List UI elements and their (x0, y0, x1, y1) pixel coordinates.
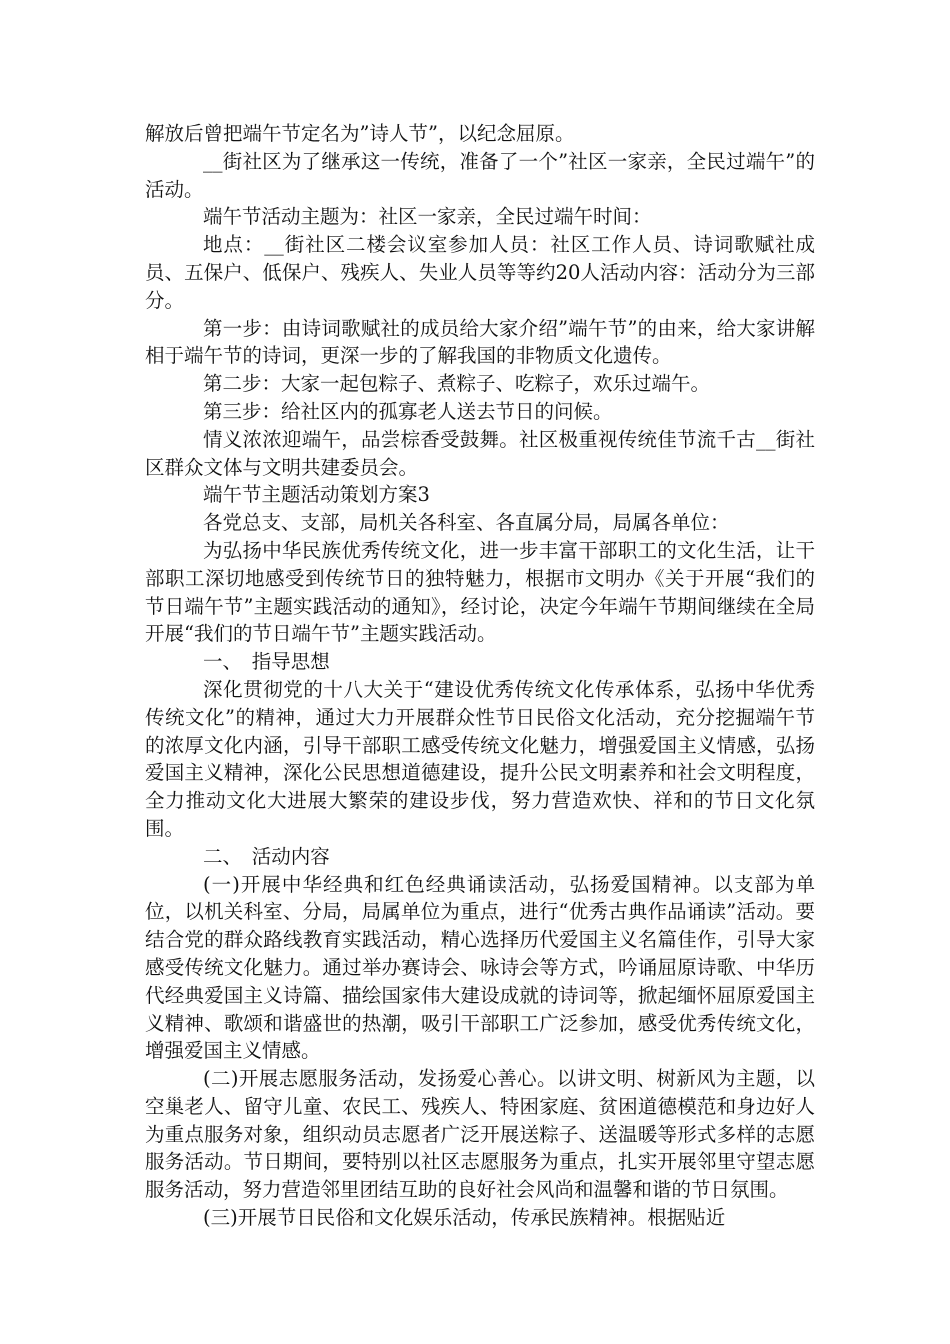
paragraph-intro: 为弘扬中华民族优秀传统文化，进一步丰富干部职工的文化生活，让干部职工深切地感受到传统节日的独特魅力，根据市文明办《关于开展“我们的节日端午节”主题实践活动的通知》，经讨论，决定今年端午节期间继续在全局开展“我们的节日端午节”主题实践活动。 (145, 538, 815, 646)
paragraph-activity-3: (三)开展节日民俗和文化娱乐活动，传承民族精神。根据贴近 (203, 1206, 726, 1230)
paragraph-2: __街社区为了继承这一传统，准备了一个”社区一家亲，全民过端午”的活动。 (145, 149, 815, 201)
section-title: 端午节主题活动策划方案3 (203, 483, 430, 507)
addressee-line: 各党总支、支部，局机关各科室、各直属分局，局属各单位： (203, 511, 730, 535)
paragraph-4: 地点：__街社区二楼会议室参加人员：社区工作人员、诗词歌赋社成员、五保户、低保户、残疾人、失业人员等等约20人活动内容：活动分为三部分。 (145, 233, 815, 312)
paragraph-1: 解放后曾把端午节定名为”诗人节”，以纪念屈原。 (145, 122, 575, 145)
paragraph-5: 第一步：由诗词歌赋社的成员给大家介绍”端午节”的由来，给大家讲解相于端午节的诗词，更深一步的了解我国的非物质文化遗传。 (145, 316, 815, 368)
paragraph-activity-2: (二)开展志愿服务活动，发扬爱心善心。以讲文明、树新风为主题，以空巢老人、留守儿童、农民工、残疾人、特困家庭、贫困道德模范和身边好人为重点服务对象，组织动员志愿者广泛开展送粽子、送温暖等形式多样的志愿服务活动。节日期间，要特别以社区志愿服务为重点，扎实开展邻里守望志愿服务活动，努力营造邻里团结互助的良好社会风尚和温馨和谐的节日氛围。 (145, 1067, 815, 1202)
heading-activity-content: 二、 活动内容 (203, 844, 330, 868)
paragraph-activity-1: (一)开展中华经典和红色经典诵读活动，弘扬爱国精神。以支部为单位，以机关科室、分局，局属单位为重点，进行“优秀古典作品诵读”活动。要结合党的群众路线教育实践活动，精心选择历代爱国主义名篇佳作，引导大家感受传统文化魅力。通过举办赛诗会、咏诗会等方式，吟诵屈原诗歌、中华历代经典爱国主义诗篇、描绘国家伟大建设成就的诗词等，掀起缅怀屈原爱国主义精神、歌颂和谐盛世的热潮，吸引干部职工广泛参加，感受优秀传统文化，增强爱国主义情感。 (145, 872, 815, 1063)
paragraph-guiding-thought: 深化贯彻党的十八大关于“建设优秀传统文化传承体系，弘扬中华优秀传统文化”的精神，通过大力开展群众性节日民俗文化活动，充分挖掘端午节的浓厚文化内涵，引导干部职工感受传统文化魅力，增强爱国主义情感，弘扬爱国主义精神，深化公民思想道德建设，提升公民文明素养和社会文明程度，全力推动文化大进展大繁荣的建设步伐，努力营造欢快、祥和的节日文化氛围。 (145, 677, 815, 840)
paragraph-3: 端午节活动主题为：社区一家亲，全民过端午时间： (203, 205, 652, 229)
document-page (145, 120, 815, 1232)
heading-guiding-thought: 一、 指导思想 (203, 650, 330, 674)
paragraph-8: 情义浓浓迎端午，品尝棕香受鼓舞。社区极重视传统佳节流千古__街社区群众文体与文明共建委员会。 (145, 427, 815, 479)
paragraph-6: 第二步：大家一起包粽子、煮粽子、吃粽子，欢乐过端午。 (203, 372, 711, 396)
paragraph-7: 第三步：给社区内的孤寡老人送去节日的问候。 (203, 399, 613, 423)
